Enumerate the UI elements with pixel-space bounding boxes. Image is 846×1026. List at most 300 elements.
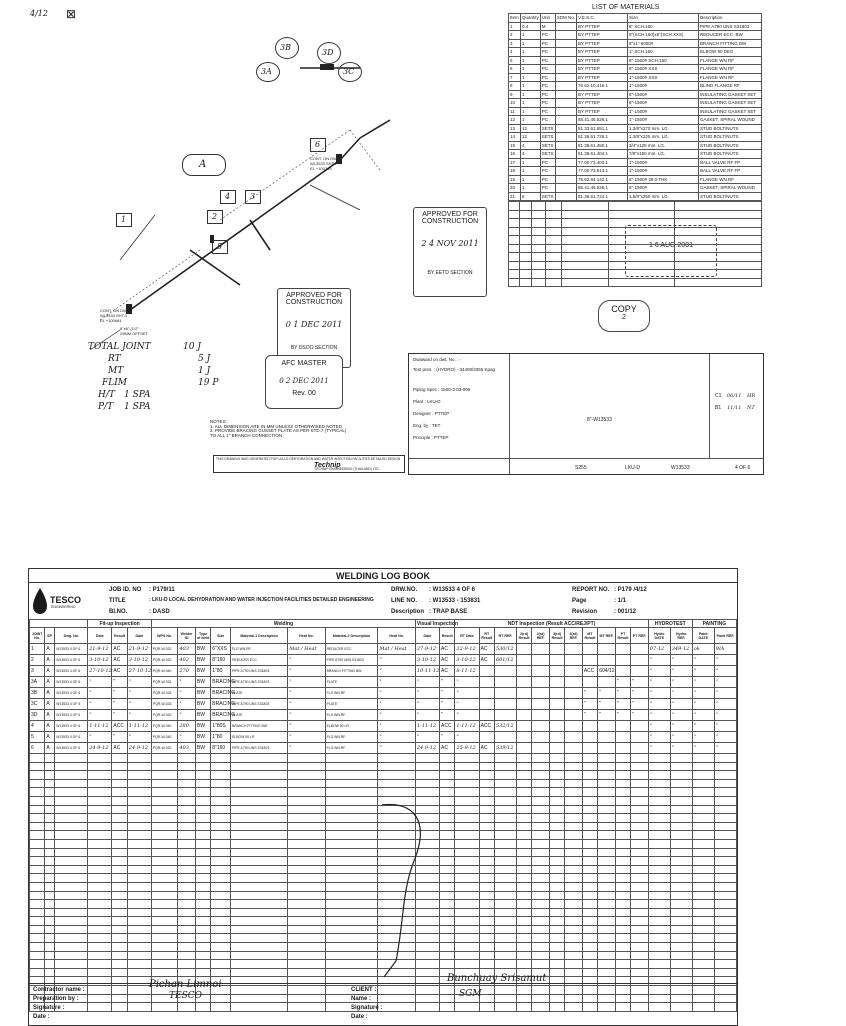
materials-cell: 20 [509,184,521,193]
table-cell: Mat / Heat [288,644,325,655]
svg-text:W13533 SHT.1: W13533 SHT.1 [310,161,337,166]
materials-cell: STUD BOLT/NUTS [699,150,762,159]
materials-row [509,65,762,74]
materials-cell: 76.62.10.416.1 [577,82,628,91]
table-cell: " [714,732,736,743]
table-cell: 3C [30,699,45,710]
table-row [30,721,737,732]
table-cell: 539/12 [494,743,516,754]
materials-blank-row [509,278,762,287]
materials-cell: SETS [541,193,554,199]
table-cell: " [598,710,616,721]
table-cell: " [288,721,325,732]
materials-cell: PC [540,73,555,82]
materials-cell: PC [540,48,555,57]
table-cell [494,710,516,721]
materials-cell: BY PTTEP [577,22,628,31]
table-cell: 27-10-12 [127,666,151,677]
title-block: Dwaward on dwt. No. : - Test pres. : (HYDRO) - 34408/3355 Kpag Piping Spec : 1500-3-03-000 Plant : LKU-D Designer : PTTEP Eng. by : TET Principle : PTTEP 8"-W13533 LKU-D W13533 S255 4 OF 6 C1 06/11 HR B1 11/11 NT [408,353,764,475]
materials-cell: 12 [521,124,541,133]
table-cell: " [714,655,736,666]
column-header: 2(rd) REF. [532,628,550,644]
table-cell: 403 [178,743,196,754]
column-header: 3(rd) REF. [565,628,583,644]
materials-cell: GASKET, SPIRAL WOUND [699,184,762,193]
materials-cell: PC [540,39,555,48]
materials-cell: 3/4"x125 mm. LG. [628,141,699,150]
column-header: RT Result [479,628,494,644]
table-cell [565,644,583,655]
materials-cell: 1"-1500# XXS [628,73,699,82]
materials-row [509,99,762,108]
table-cell [532,699,550,710]
table-cell: ACC [112,721,127,732]
materials-row [509,22,762,31]
table-cell: 1-11-12 [127,721,151,732]
materials-cell: 1 [521,116,541,125]
column-header: Dwg. No. [55,628,88,644]
empty-row [30,754,737,763]
table-cell: " [440,677,455,688]
table-cell: 270 [178,666,196,677]
weld-tag-1: 1 [116,213,132,227]
materials-cell: 81.36.61.724.1 [577,192,628,201]
table-cell [479,677,494,688]
materials-cell: PIPE A790 UNS S31803 [699,22,762,31]
table-cell: BRANCH FITTING BW [325,666,378,677]
table-cell [565,732,583,743]
table-row [30,710,737,721]
table-cell: " [288,688,325,699]
table-cell: " [112,677,127,688]
table-cell: AC [112,655,127,666]
table-cell: BRACING [211,688,231,699]
table-cell: " [648,677,670,688]
table-cell: 25-9-12 [455,743,479,754]
table-cell: " [378,677,415,688]
materials-blank-row [509,227,762,236]
table-cell: " [631,688,649,699]
table-cell: A [45,732,55,743]
materials-cell: 6"-1500# 29.0 THK [628,175,699,184]
table-cell: AC [479,743,494,754]
table-cell: " [670,721,692,732]
table-cell [631,732,649,743]
footer-label: Preparation by : [33,996,79,1002]
table-cell: BW [195,677,210,688]
table-cell [631,721,649,732]
table-cell: " [714,688,736,699]
materials-cell [555,107,576,116]
table-row [30,688,737,699]
materials-cell: 14 [509,133,521,142]
table-cell: BW [195,644,210,655]
materials-cell: 1 [521,184,541,193]
table-cell [532,666,550,677]
materials-cell: 1 [521,73,541,82]
svg-text:CONT. ON DWG.: CONT. ON DWG. [310,156,342,161]
table-cell: " [288,732,325,743]
table-cell: AC [112,743,127,754]
table-cell: PLATE [325,699,378,710]
materials-cell: SETS [541,151,554,157]
table-cell: PQR-W-032 [151,644,177,655]
table-row [30,644,737,655]
table-cell [516,732,531,743]
table-cell [516,677,531,688]
table-cell: 1-11-12 [88,721,112,732]
table-cell [516,688,531,699]
table-cell [494,732,516,743]
table-cell: " [455,710,479,721]
table-cell: " [288,699,325,710]
table-cell: FLG.WN.RF. [325,688,378,699]
signature-left-company: TESCO [169,991,203,1001]
balloon-3C: 3C [338,62,362,82]
materials-cell: 12 [509,116,521,125]
table-cell: FLG.WN.RF. [231,644,288,655]
materials-cell [555,65,576,74]
table-cell: 1"80 [211,732,231,743]
table-cell: A [45,699,55,710]
materials-blank-row [509,210,762,219]
materials-title: LIST OF MATERIALS [592,4,660,11]
table-cell: 21-9-12 [88,644,112,655]
materials-cell: 1 [521,107,541,116]
materials-cell: 81.36.61.450.1 [577,141,628,150]
materials-cell: BY PTTEP [577,65,628,74]
materials-cell: STUD BOLT/NUTS [699,133,762,142]
column-header: RT REF. [494,628,516,644]
table-cell: ACC [582,666,597,677]
table-cell: 532/12 [494,721,516,732]
table-cell [532,743,550,754]
table-cell: " [88,710,112,721]
table-cell: " [692,655,714,666]
column-header: Result [440,628,455,644]
materials-row [509,90,762,99]
materials-row [509,116,762,125]
table-cell: " [648,710,670,721]
table-cell [631,644,649,655]
materials-cell: 1 [521,48,541,57]
table-cell: 3 [30,666,45,677]
table-cell: BW [195,743,210,754]
footer-label: Contractor name : [33,987,85,993]
table-cell: BW [195,732,210,743]
materials-cell: 6 [509,65,521,74]
materials-cell: 18 [509,167,521,176]
table-cell [598,743,616,754]
log-title: WELDING LOG BOOK [336,571,430,581]
table-cell: 07-12 [648,644,670,655]
column-header: Paint DATE [692,628,714,644]
materials-cell: BY PTTEP [577,48,628,57]
table-cell: 5 [30,732,45,743]
table-cell: REDUCER ECC. [231,655,288,666]
column-header: RT Date [455,628,479,644]
column-header: WPS No. [151,628,177,644]
table-cell: " [714,710,736,721]
table-cell: " [615,710,630,721]
materials-cell: 16 [509,150,521,159]
materials-cell: STUD BOLT/NUTS [699,124,762,133]
table-cell: BW [195,699,210,710]
materials-cell: 15 [509,141,521,150]
table-cell [565,743,583,754]
table-cell: BW [195,655,210,666]
materials-cell [555,56,576,65]
table-cell: " [455,688,479,699]
table-cell: " [378,721,415,732]
table-cell: FLG.WN.RF. [325,710,378,721]
materials-blank-rows [508,201,762,287]
table-cell [516,666,531,677]
materials-cell [555,167,576,176]
materials-header-row: Item Quantity Unit SDM No. V.E.S.C. Size Description [509,14,762,23]
materials-cell: BY PTTEP [577,56,628,65]
table-cell [494,699,516,710]
materials-cell: 1"-1500# [628,107,699,116]
materials-list [508,4,762,287]
materials-row [509,124,762,133]
table-cell: PIPE A790 UNS S31803 [231,743,288,754]
table-cell: BRACING [211,710,231,721]
materials-cell [555,175,576,184]
materials-cell: 1" SCH.160 [628,48,699,57]
table-cell [565,699,583,710]
table-cell: 1"80 [211,666,231,677]
table-cell: W13533 4 OF 6 [55,677,88,688]
table-cell: " [112,699,127,710]
table-cell: 8-11-12 [455,666,479,677]
table-row [30,677,737,688]
column-header: Paint REF. [714,628,736,644]
materials-cell: 1 [521,175,541,184]
table-cell: PIPE A790 UNS S31803 [231,677,288,688]
materials-cell: 85.41.46.526.1 [577,184,628,193]
table-cell: " [127,688,151,699]
table-cell [631,655,649,666]
materials-cell [555,82,576,91]
column-header: Date [88,628,112,644]
table-cell [516,743,531,754]
table-cell: BRANCH FITTING BW [231,721,288,732]
table-cell: " [670,699,692,710]
table-cell: 1-11-12 [455,721,479,732]
table-cell: " [88,677,112,688]
materials-cell: FLANGE WN RF [699,175,762,184]
table-cell: " [670,666,692,677]
table-cell [549,666,564,677]
group-ndt: NDT Inspection (Result ACC/REJ/PT) [455,620,648,628]
materials-blank-row [509,261,762,270]
materials-row [509,82,762,91]
materials-cell: BY PTTEP [577,31,628,40]
table-cell: " [127,699,151,710]
materials-cell: 1 [521,65,541,74]
materials-cell: 4 [521,150,541,159]
table-cell: 8"160 [211,655,231,666]
materials-row [509,56,762,65]
table-cell: " [714,699,736,710]
materials-cell: 1 [521,82,541,91]
materials-blank-row [509,236,762,245]
materials-cell [555,22,576,31]
column-header: Heat No. [378,628,415,644]
table-cell: PQR-W-040 [151,666,177,677]
materials-cell: GASKET, SPIRAL WOUND [699,116,762,125]
table-row [30,655,737,666]
footer-label: Signature : [351,1005,383,1011]
materials-cell: PC [540,82,555,91]
approved-stamp-2: APPROVED FOR CONSTRUCTION 0 1 DEC 2011 BY DSOO SECTION [277,288,351,368]
table-cell: PQR-W-032 [151,743,177,754]
materials-cell: SETS [541,134,554,140]
table-cell: 2 [30,655,45,666]
materials-cell: PC [540,158,555,167]
materials-cell: 77.00.73.403.1 [577,158,628,167]
materials-cell: FLANGE WN RF [699,65,762,74]
table-cell: 4 [30,721,45,732]
table-cell: " [648,721,670,732]
table-cell: A [45,644,55,655]
materials-blank-row [509,219,762,228]
column-header: 3(rd) Result [549,628,564,644]
materials-cell: 6"-1500# [628,99,699,108]
materials-cell: 1 [521,99,541,108]
table-cell [516,644,531,655]
table-cell: BRACING [211,677,231,688]
column-header: JOINT No. [30,628,45,644]
group-welding: Welding [151,620,415,628]
table-cell: 27-10-12 [88,666,112,677]
table-cell [565,666,583,677]
empty-row [30,771,737,780]
table-cell [565,655,583,666]
table-cell: PLATE [231,688,288,699]
materials-cell: BY PTTEP [577,107,628,116]
svg-text:CONT. ON DWG.: CONT. ON DWG. [100,308,132,313]
materials-cell: 2 [509,31,521,40]
table-cell: W13533 4 OF 6 [55,743,88,754]
materials-cell: 1 [521,158,541,167]
materials-cell: 19 [509,175,521,184]
table-cell: " [631,677,649,688]
column-header-row [30,628,737,644]
materials-cell: 81.36.61.726.1 [577,133,628,142]
table-cell: " [112,732,127,743]
table-cell: PIPE A790 UNS S31803 [325,655,378,666]
table-cell [615,644,630,655]
table-cell: " [178,699,196,710]
materials-cell [555,124,576,133]
materials-cell: 7/8"x150 mm. LG. [628,150,699,159]
table-cell: " [288,743,325,754]
column-header: MT REF. [598,628,616,644]
table-row [30,666,737,677]
table-cell: AC [112,644,127,655]
materials-cell: 1"-1500# [628,82,699,91]
log-header: TESCO ENGINEERING JOB ID. NO : P179/11 TITLE : LKU-D LOCAL DEHYDRATION AND WATER INJECTION FACILITIES DETAILED ENGINEERING BI.NO. : DASD DRW.NO. : W13533 4 OF 6 LINE NO. : W13533 - 153831 Description : TRAP BASE REPORT NO. : P179 /4/12 Page : 1/1 Revision : 001/12 [29,582,737,620]
table-cell: " [692,666,714,677]
table-cell: " [714,666,736,677]
table-cell: 22-9-12 [455,644,479,655]
table-cell: " [88,688,112,699]
materials-cell: REDUCER ECC. BW [699,31,762,40]
materials-cell: FLANGE WN RF [699,73,762,82]
table-cell: 24-9-12 [88,743,112,754]
table-cell: " [692,721,714,732]
table-cell: " [692,732,714,743]
materials-cell: 6"-1500# SCH.160 [628,56,699,65]
column-header: Size [211,628,231,644]
table-cell: " [582,710,597,721]
table-cell [598,677,616,688]
materials-cell: 81.33.61.651.1 [577,124,628,133]
table-cell: W13533 4 OF 6 [55,732,88,743]
table-cell [598,644,616,655]
weld-tag-6: 6 [310,138,326,152]
table-cell: " [692,710,714,721]
group-visual: Visual Inspection [416,620,458,627]
table-cell: " [692,699,714,710]
footer-label: Date : [351,1014,368,1020]
table-cell [549,710,564,721]
materials-cell: ELBOW 90 DEG [699,48,762,57]
materials-cell: 1 [521,167,541,176]
materials-cell: 8 [521,192,541,201]
table-cell [479,688,494,699]
table-cell [582,644,597,655]
received-stamp: 1 6 AUG 2001 [625,225,717,277]
table-cell: 3B [30,688,45,699]
materials-cell: 8"(SCH.160)x6"(SCH.XXS) [628,31,699,40]
table-cell [532,644,550,655]
table-cell: " [648,699,670,710]
materials-cell: PC [540,116,555,125]
table-cell: " [288,655,325,666]
table-cell: " [112,688,127,699]
balloon-3B: 3B [275,37,299,59]
table-cell: 6 [30,743,45,754]
materials-cell [555,48,576,57]
empty-row [30,779,737,788]
table-cell [582,655,597,666]
table-cell: 3-10-12 [88,655,112,666]
table-cell [532,721,550,732]
tesco-logo: TESCO ENGINEERING [33,586,93,616]
materials-cell: BY PTTEP [577,39,628,48]
table-cell: 3D [30,710,45,721]
column-header: Hydro REF. [670,628,692,644]
table-cell: ACC [440,721,455,732]
table-cell [494,688,516,699]
approved-stamp-1: APPROVED FOR CONSTRUCTION 2 4 NOV 2011 BY EETD SECTION [413,207,487,297]
table-cell [516,655,531,666]
table-cell [549,677,564,688]
table-cell: ACC [479,721,494,732]
table-cell: " [178,732,196,743]
table-cell: A [45,743,55,754]
table-cell: WA [714,644,736,655]
table-cell: " [378,732,415,743]
column-header: Result [112,628,127,644]
table-cell: " [692,677,714,688]
table-cell: AC [440,743,455,754]
table-cell: PQR-W-033 [151,688,177,699]
group-hydrotest: HYDROTEST [648,620,692,628]
